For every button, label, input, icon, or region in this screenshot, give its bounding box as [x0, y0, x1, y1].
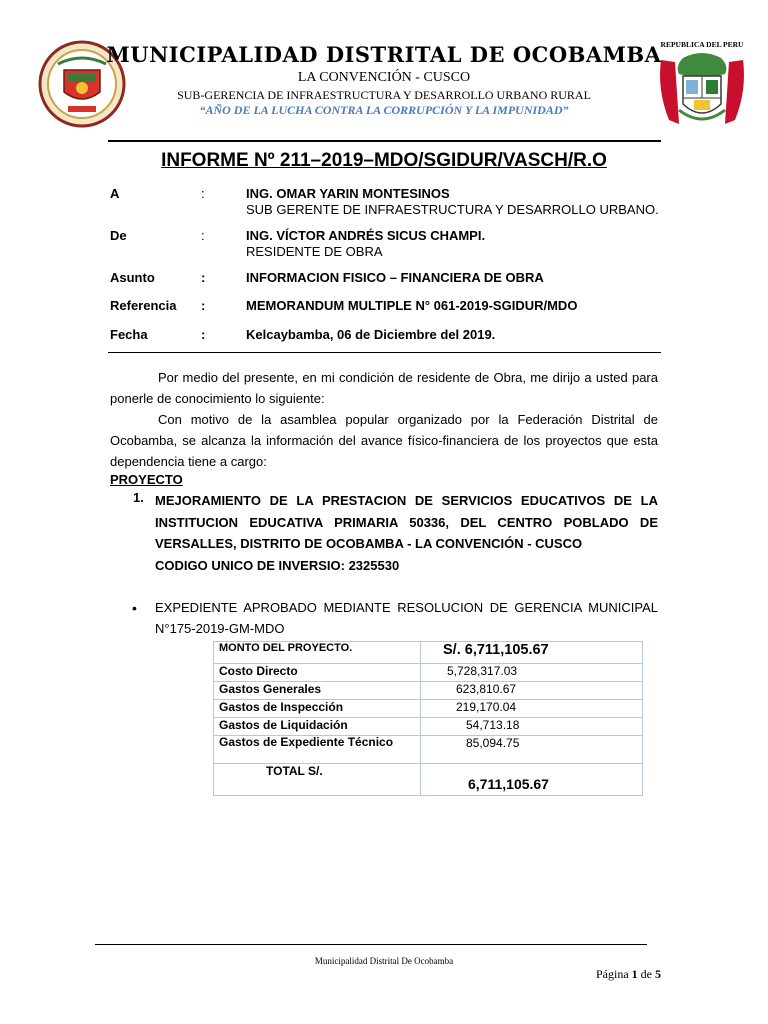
date-colon: : — [201, 327, 206, 342]
report-title: INFORME Nº 211–2019–MDO/SGIDUR/VASCH/R.O — [161, 150, 607, 171]
to-name: ING. OMAR YARIN MONTESINOS — [246, 186, 450, 201]
subject-label: Asunto — [110, 270, 155, 285]
date-label: Fecha — [110, 327, 148, 342]
to-value — [246, 186, 659, 218]
from-value — [246, 228, 485, 260]
reference-value: MEMORANDUM MULTIPLE N° 061-2019-SGIDUR/MDO — [246, 298, 578, 313]
table-header-row — [214, 642, 643, 664]
from-name: ING. VÍCTOR ANDRÉS SICUS CHAMPI. — [246, 228, 486, 243]
row-value: 623,810.67 — [421, 682, 643, 700]
location-subtitle: LA CONVENCIÓN - CUSCO — [297, 70, 471, 85]
subgerencia-subtitle: SUB-GERENCIA DE INFRAESTRUCTURA Y DESARROLLO URBANO RURAL — [177, 88, 591, 102]
page-number — [596, 967, 661, 982]
page-total: 5 — [655, 967, 661, 981]
row-value: 85,094.75 — [421, 736, 643, 764]
project-heading: PROYECTO — [110, 472, 183, 487]
table-header-label: MONTO DEL PROYECTO. — [214, 642, 421, 664]
subject-value: INFORMACION FISICO – FINANCIERA DE OBRA — [246, 270, 544, 285]
row-value: 54,713.18 — [421, 718, 643, 736]
date-value: Kelcaybamba, 06 de Diciembre del 2019. — [246, 327, 496, 342]
reference-label: Referencia — [110, 298, 177, 313]
row-value: 219,170.04 — [421, 700, 643, 718]
reference-colon: : — [201, 298, 206, 313]
row-label: Gastos de Inspección — [214, 700, 421, 718]
row-label: Costo Directo — [214, 664, 421, 682]
project-description — [155, 490, 658, 576]
page-current: 1 — [631, 967, 638, 981]
municipality-title: MUNICIPALIDAD DISTRITAL DE OCOBAMBA — [106, 42, 662, 67]
republic-label: REPUBLICA DEL PERU — [660, 40, 744, 49]
to-label: A — [110, 186, 120, 201]
context-paragraph: Con motivo de la asamblea popular organizado por la Federación Distrital de Ocobamba, se alcanza la información del avance físico-financiera de los proyectos que esta dependencia tiene a cargo: — [110, 412, 658, 469]
page-prefix: Página — [596, 967, 629, 981]
year-motto: “AÑO DE LA LUCHA CONTRA LA CORRUPCIÓN Y LA IMPUNIDAD” — [199, 103, 569, 117]
bullet-icon: • — [132, 600, 137, 616]
meta-divider — [108, 352, 661, 353]
footer-text: Municipalidad Distrital De Ocobamba — [314, 956, 454, 966]
project-title: MEJORAMIENTO DE LA PRESTACION DE SERVICIOS EDUCATIVOS DE LA INSTITUCION EDUCATIVA PRIMARIA 50336, DEL CENTRO POBLADO DE VERSALLES, DISTRITO DE OCOBAMBA - LA CONVENCIÓN - CUSCO — [155, 493, 658, 551]
to-role: SUB GERENTE DE INFRAESTRUCTURA Y DESARROLLO URBANO. — [246, 202, 659, 217]
to-colon: : — [201, 186, 205, 201]
table-header-amount: S/. 6,711,105.67 — [421, 642, 643, 664]
row-label: Gastos de Liquidación — [214, 718, 421, 736]
table-row — [214, 664, 643, 682]
row-value: 5,728,317.03 — [421, 664, 643, 682]
table-row — [214, 718, 643, 736]
row-label: Gastos Generales — [214, 682, 421, 700]
table-total-row — [214, 764, 643, 796]
total-label: TOTAL S/. — [214, 764, 421, 796]
page-of: de — [640, 967, 652, 981]
project-number: 1. — [133, 490, 144, 505]
subject-colon: : — [201, 270, 206, 285]
from-label: De — [110, 228, 127, 243]
footer-divider — [95, 944, 647, 945]
row-label: Gastos de Expediente Técnico — [214, 736, 421, 764]
project-cost-table — [213, 641, 643, 796]
project-code: CODIGO UNICO DE INVERSIO: 2325530 — [155, 557, 400, 573]
table-row — [214, 700, 643, 718]
intro-paragraph: Por medio del presente, en mi condición de residente de Obra, me dirijo a usted para ponerle de conocimiento lo siguiente: — [110, 370, 658, 406]
approval-bullet-text: EXPEDIENTE APROBADO MEDIANTE RESOLUCION DE GERENCIA MUNICIPAL N°175-2019-GM-MDO — [155, 600, 658, 636]
header-divider — [108, 140, 661, 142]
table-row — [214, 682, 643, 700]
from-colon: : — [201, 228, 205, 243]
from-role: RESIDENTE DE OBRA — [246, 244, 383, 259]
table-row — [214, 736, 643, 764]
total-value: 6,711,105.67 — [421, 764, 643, 796]
